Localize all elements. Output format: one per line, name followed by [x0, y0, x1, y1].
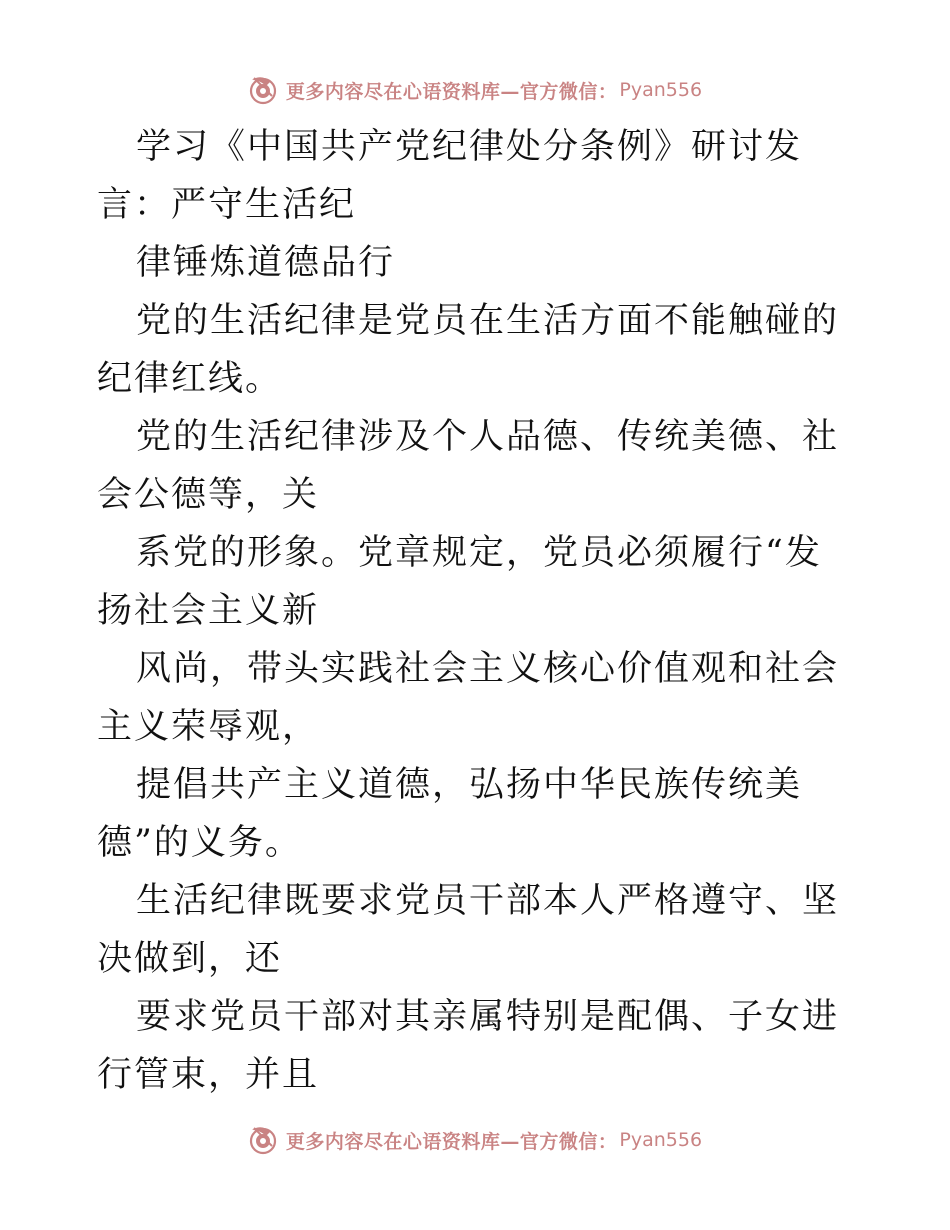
paragraph: 风尚，带头实践社会主义核心价值观和社会主义荣辱观，	[97, 649, 840, 747]
paragraph: 系党的形象。党章规定，党员必须履行“发扬社会主义新	[97, 533, 822, 631]
paragraph-title-1: 学习《中国共产党纪律处分条例》研讨发言：严守生活纪	[97, 127, 803, 225]
banner-contact: Pyan556	[619, 79, 703, 101]
paragraph: 党的生活纪律涉及个人品德、传统美德、社会公德等，关	[97, 417, 840, 515]
quill-seal-icon	[248, 74, 280, 106]
footer-banner	[0, 1120, 950, 1160]
quill-seal-icon	[248, 1124, 280, 1156]
paragraph: 生活纪律既要求党员干部本人严格遵守、坚决做到，还	[97, 881, 840, 979]
paragraph: 要求党员干部对其亲属特别是配偶、子女进行管束，并且	[97, 997, 840, 1095]
banner-contact: Pyan556	[619, 1129, 703, 1151]
banner-text: 更多内容尽在心语资料库—官方微信：	[285, 1130, 618, 1153]
paragraph: 提倡共产主义道德，弘扬中华民族传统美德”的义务。	[97, 765, 803, 863]
header-banner	[0, 70, 950, 110]
paragraph-title-2: 律锤炼道德品行	[136, 243, 396, 283]
paragraph: 党的生活纪律是党员在生活方面不能触碰的纪律红线。	[97, 301, 840, 399]
document-body	[97, 118, 857, 1104]
banner-text: 更多内容尽在心语资料库—官方微信：	[285, 80, 618, 103]
